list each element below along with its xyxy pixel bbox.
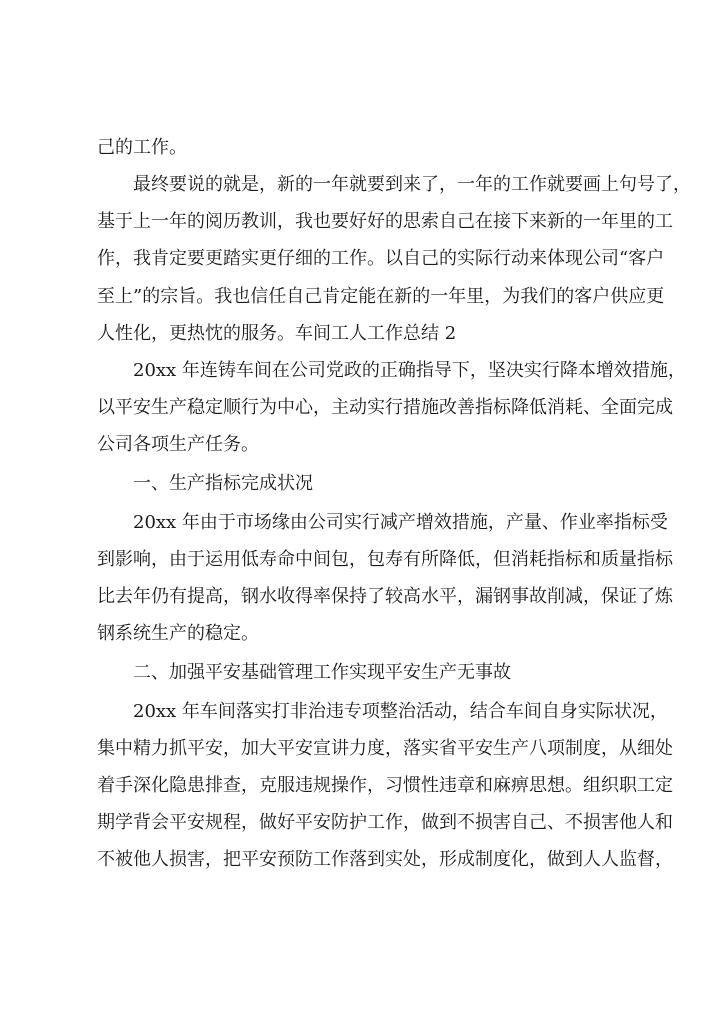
paragraph-line: 作，我肯定要更踏实更仔细的工作。以自己的实际行动来体现公司“客户 — [97, 248, 665, 269]
paragraph-line: 公司各项生产任务。 — [97, 434, 259, 455]
paragraph-line: 到影响，由于运用低寿命中间包，包寿有所降低，但消耗指标和质量指标 — [97, 549, 673, 570]
section-heading: 一、生产指标完成状况 — [133, 473, 313, 494]
paragraph-line: 以平安生产稳定顺行为中心，主动实行措施改善指标降低消耗、全面完成 — [97, 397, 673, 418]
paragraph-line: 20xx 年由于市场缘由公司实行减产增效措施，产量、作业率指标受 — [133, 512, 668, 533]
paragraph-line: 20xx 年车间落实打非治违专项整治活动，结合车间自身实际状况， — [133, 701, 668, 722]
paragraph-line: 人性化，更热忱的服务。车间工人工作总结 2 — [97, 323, 457, 344]
paragraph-line: 钢系统生产的稳定。 — [97, 623, 259, 644]
paragraph-line: 集中精力抓平安，加大平安宣讲力度，落实省平安生产八项制度，从细处 — [97, 738, 673, 759]
paragraph-line: 比去年仍有提高，钢水收得率保持了较高水平，漏钢事故削减，保证了炼 — [97, 586, 673, 607]
paragraph-line: 基于上一年的阅历教训，我也要好好的思索自己在接下来新的一年里的工 — [97, 211, 673, 232]
paragraph-line: 20xx 年连铸车间在公司党政的正确指导下，坚决实行降本增效措施， — [133, 360, 686, 381]
paragraph-line: 期学背会平安规程，做好平安防护工作，做到不损害自己、不损害他人和 — [97, 812, 673, 833]
section-heading: 二、加强平安基础管理工作实现平安生产无事故 — [133, 662, 511, 683]
paragraph-line: 不被他人损害，把平安预防工作落到实处，形成制度化，做到人人监督， — [97, 849, 673, 870]
paragraph-line: 至上”的宗旨。我也信任自己肯定能在新的一年里，为我们的客户供应更 — [97, 286, 665, 307]
paragraph-line: 最终要说的就是，新的一年就要到来了，一年的工作就要画上句号了， — [133, 174, 691, 195]
paragraph-line: 着手深化隐患排查，克服违规操作，习惯性违章和麻痹思想。组织职工定 — [97, 775, 673, 796]
paragraph-line: 己的工作。 — [97, 137, 187, 158]
